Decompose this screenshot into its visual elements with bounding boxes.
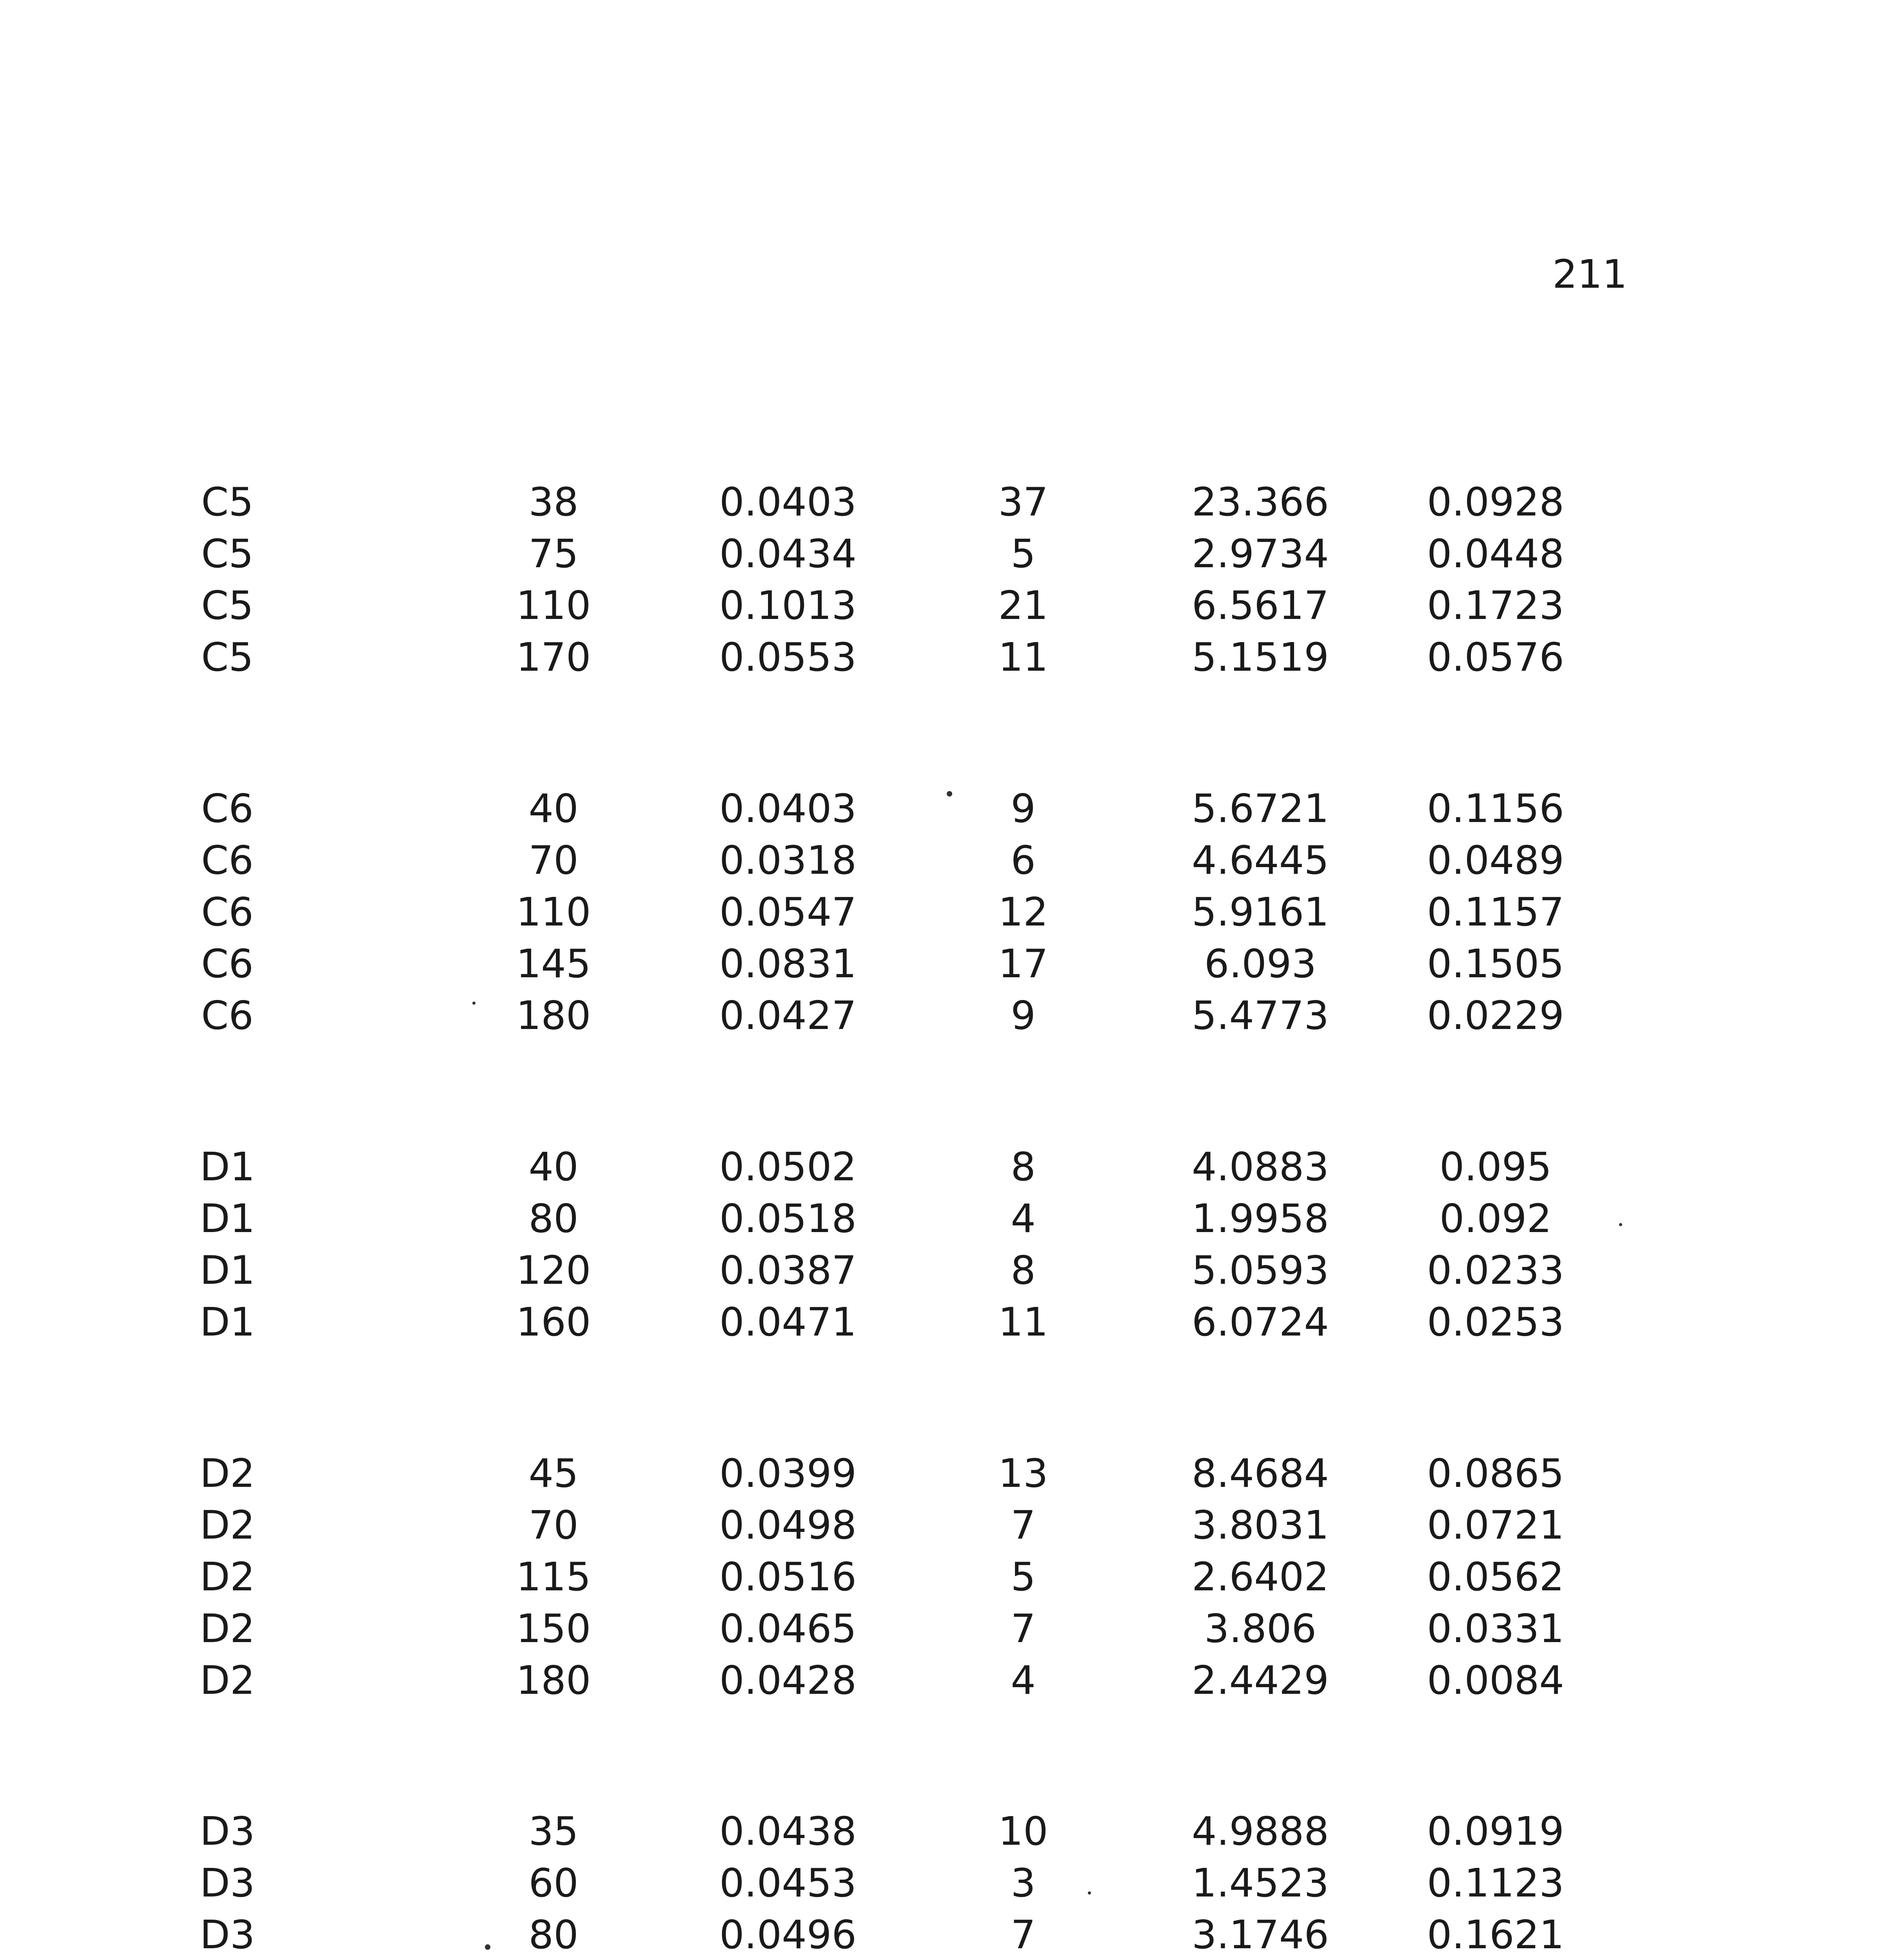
table-cell: 0.0403: [719, 786, 857, 831]
table-cell-label: D1: [200, 1144, 255, 1190]
table-cell: 0.1156: [1427, 786, 1564, 831]
table-cell: 11: [998, 1299, 1048, 1345]
table-cell: 4: [1011, 1196, 1036, 1241]
table-cell: 0.0547: [719, 889, 857, 935]
table-cell: 0.0387: [719, 1247, 857, 1293]
table-cell: 17: [998, 941, 1048, 987]
table-cell: 5.0593: [1192, 1247, 1329, 1293]
table-cell: 0.0831: [719, 941, 857, 987]
table-cell: 0.0428: [719, 1657, 857, 1703]
table-cell: 0.1157: [1427, 889, 1564, 935]
table-cell: 3.1746: [1192, 1912, 1329, 1958]
table-row: [0, 1193, 1877, 1245]
table-cell: 1.4523: [1192, 1860, 1329, 1906]
table-cell-label: C5: [201, 479, 254, 525]
table-row: [0, 938, 1877, 990]
table-cell: 0.0399: [719, 1450, 857, 1496]
table-row: [0, 886, 1877, 938]
table-cell: 120: [516, 1247, 591, 1293]
table-row: [0, 1499, 1877, 1551]
table-cell: 3.8031: [1192, 1502, 1329, 1548]
table-cell: 0.1723: [1427, 583, 1564, 628]
table-cell: 40: [528, 786, 579, 831]
table-cell: 0.1621: [1427, 1912, 1564, 1958]
table-cell-label: D2: [200, 1657, 255, 1703]
table-cell: 0.0562: [1427, 1554, 1564, 1600]
table-cell: 0.0489: [1427, 837, 1564, 883]
table-cell: 6.5617: [1192, 583, 1329, 628]
table-cell: 5.1519: [1192, 634, 1329, 680]
table-cell-label: D3: [200, 1912, 255, 1958]
table-cell-label: C6: [201, 889, 254, 935]
table-cell: 75: [528, 531, 579, 577]
table-cell: 0.0553: [719, 634, 857, 680]
table-row: [0, 1857, 1877, 1909]
table-row: [0, 990, 1877, 1042]
table-row: [0, 1909, 1877, 1960]
table-row: [0, 1141, 1877, 1193]
table-cell: 0.0498: [719, 1502, 857, 1548]
table-cell: 1.9958: [1192, 1196, 1329, 1241]
table-cell-label: C5: [201, 583, 254, 628]
table-cell: 70: [528, 837, 579, 883]
table-cell: 5: [1011, 1554, 1036, 1600]
table-row: [0, 1245, 1877, 1296]
table-cell: 0.1123: [1427, 1860, 1564, 1906]
table-cell-label: C5: [201, 531, 254, 577]
table-cell: 10: [998, 1808, 1048, 1854]
table-cell: 37: [998, 479, 1048, 525]
table-cell: 0.0253: [1427, 1299, 1564, 1345]
table-cell: 2.6402: [1192, 1554, 1329, 1600]
table-cell: 0.0427: [719, 993, 857, 1038]
table-cell: 0.0919: [1427, 1808, 1564, 1854]
table-cell: 5: [1011, 531, 1036, 577]
scan-speck: [472, 1002, 476, 1005]
table-cell: 0.0318: [719, 837, 857, 883]
table-cell: 35: [528, 1808, 579, 1854]
table-cell: 12: [998, 889, 1048, 935]
table-cell: 80: [528, 1912, 579, 1958]
scan-speck: [947, 791, 952, 797]
table-cell-label: D2: [200, 1606, 255, 1651]
table-cell: 170: [516, 634, 591, 680]
table-row: [0, 632, 1877, 683]
table-cell: 0.0229: [1427, 993, 1564, 1038]
table-cell-label: D1: [200, 1299, 255, 1345]
table-cell: 115: [516, 1554, 591, 1600]
table-row: [0, 1655, 1877, 1706]
table-cell: 8.4684: [1192, 1450, 1329, 1496]
scan-speck: [1619, 1223, 1622, 1226]
table-cell: 70: [528, 1502, 579, 1548]
table-cell: 5.9161: [1192, 889, 1329, 935]
table-cell: 8: [1011, 1247, 1036, 1293]
table-cell: 0.0233: [1427, 1247, 1564, 1293]
table-cell: 0.092: [1439, 1196, 1552, 1241]
table-cell-label: C5: [201, 634, 254, 680]
table-cell-label: C6: [201, 837, 254, 883]
table-cell: 160: [516, 1299, 591, 1345]
table-row: [0, 1806, 1877, 1857]
table-cell: 38: [528, 479, 579, 525]
table-row: [0, 1603, 1877, 1655]
table-cell: 4.6445: [1192, 837, 1329, 883]
table-cell: 0.0518: [719, 1196, 857, 1241]
table-cell-label: D3: [200, 1860, 255, 1906]
table-cell: 0.0465: [719, 1606, 857, 1651]
table-cell-label: D2: [200, 1450, 255, 1496]
scan-speck: [485, 1944, 490, 1950]
page-number: 211: [1552, 251, 1627, 297]
table-cell: 2.4429: [1192, 1657, 1329, 1703]
table-cell: 5.4773: [1192, 993, 1329, 1038]
table-cell: 3: [1011, 1860, 1036, 1906]
table-row: [0, 783, 1877, 835]
table-cell: 5.6721: [1192, 786, 1329, 831]
table-row: [0, 1296, 1877, 1348]
table-cell: 4.0883: [1192, 1144, 1329, 1190]
table-cell: 180: [516, 993, 591, 1038]
table-cell: 0.0084: [1427, 1657, 1564, 1703]
table-cell: 7: [1011, 1502, 1036, 1548]
table-cell: 7: [1011, 1912, 1036, 1958]
table-cell-label: D2: [200, 1502, 255, 1548]
table-row: [0, 1551, 1877, 1603]
table-cell: 6: [1011, 837, 1036, 883]
table-cell: 0.095: [1439, 1144, 1552, 1190]
table-cell: 7: [1011, 1606, 1036, 1651]
table-cell: 0.0928: [1427, 479, 1564, 525]
table-cell: 4: [1011, 1657, 1036, 1703]
table-cell: 0.0471: [719, 1299, 857, 1345]
table-cell: 9: [1011, 786, 1036, 831]
table-cell: 110: [516, 889, 591, 935]
table-cell: 0.0434: [719, 531, 857, 577]
table-cell-label: C6: [201, 786, 254, 831]
table-cell-label: D1: [200, 1196, 255, 1241]
table-cell: 0.0331: [1427, 1606, 1564, 1651]
table-row: [0, 476, 1877, 528]
table-cell: 0.0448: [1427, 531, 1564, 577]
table-cell: 60: [528, 1860, 579, 1906]
table-row: [0, 835, 1877, 886]
table-cell: 0.1013: [719, 583, 857, 628]
scan-speck: [1088, 1891, 1091, 1895]
table-cell: 0.0576: [1427, 634, 1564, 680]
table-row: [0, 528, 1877, 580]
table-cell: 3.806: [1204, 1606, 1317, 1651]
table-cell: 6.0724: [1192, 1299, 1329, 1345]
table-cell: 180: [516, 1657, 591, 1703]
table-cell: 145: [516, 941, 591, 987]
table-cell: 0.0453: [719, 1860, 857, 1906]
table-cell-label: D1: [200, 1247, 255, 1293]
table-cell: 23.366: [1192, 479, 1329, 525]
table-cell: 8: [1011, 1144, 1036, 1190]
table-cell: 0.0403: [719, 479, 857, 525]
table-cell-label: C6: [201, 941, 254, 987]
table-row: [0, 1448, 1877, 1499]
table-cell: 6.093: [1204, 941, 1317, 987]
table-cell: 45: [528, 1450, 579, 1496]
table-cell: 11: [998, 634, 1048, 680]
table-cell: 150: [516, 1606, 591, 1651]
table-cell: 80: [528, 1196, 579, 1241]
table-row: [0, 580, 1877, 632]
table-cell: 0.0721: [1427, 1502, 1564, 1548]
table-cell: 110: [516, 583, 591, 628]
table-cell: 0.0496: [719, 1912, 857, 1958]
table-cell: 0.0438: [719, 1808, 857, 1854]
table-cell: 2.9734: [1192, 531, 1329, 577]
table-cell-label: D2: [200, 1554, 255, 1600]
table-cell-label: D3: [200, 1808, 255, 1854]
table-cell: 0.0865: [1427, 1450, 1564, 1496]
table-cell: 9: [1011, 993, 1036, 1038]
table-cell: 21: [998, 583, 1048, 628]
table-cell: 0.1505: [1427, 941, 1564, 987]
table-cell: 13: [998, 1450, 1048, 1496]
table-cell: 40: [528, 1144, 579, 1190]
table-cell: 4.9888: [1192, 1808, 1329, 1854]
table-cell: 0.0516: [719, 1554, 857, 1600]
table-cell: 0.0502: [719, 1144, 857, 1190]
table-cell-label: C6: [201, 993, 254, 1038]
